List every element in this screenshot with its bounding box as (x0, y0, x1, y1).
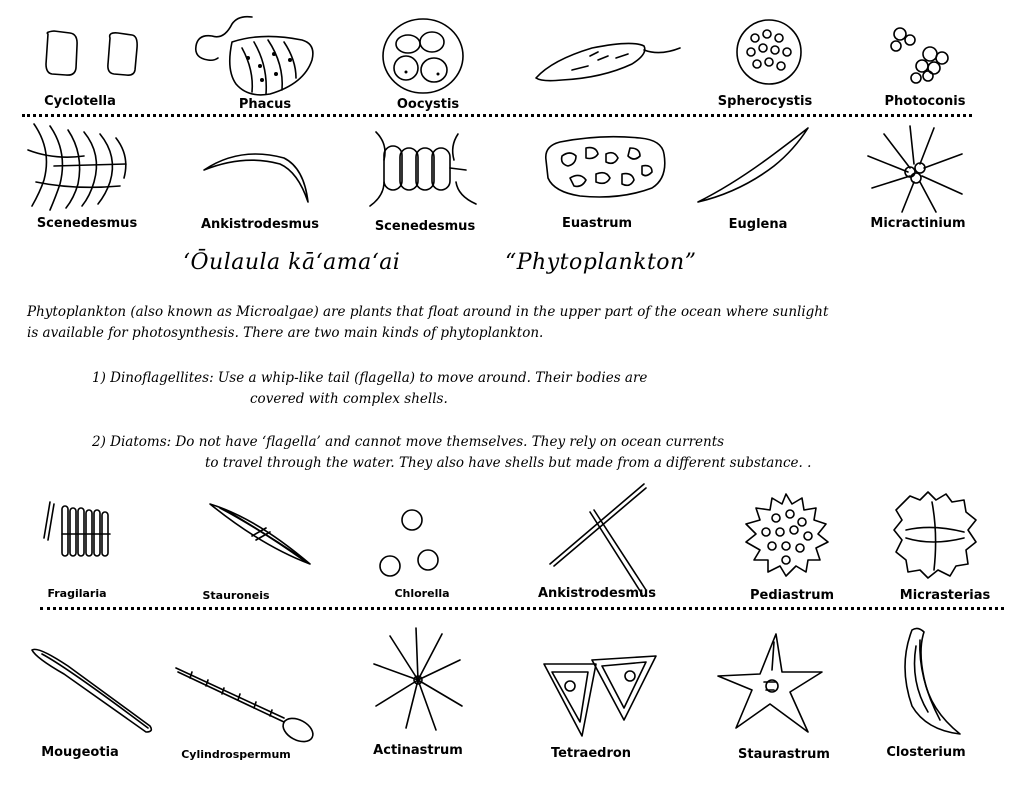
cyclotella-label: Cyclotella (44, 94, 116, 109)
photoconis-label: Photoconis (884, 94, 966, 109)
english-title: “Phytoplankton” (505, 250, 697, 275)
pediastrum-drawing (742, 492, 830, 578)
oocystis-label: Oocystis (396, 97, 460, 112)
fragilaria-label: Fragilaria (47, 587, 107, 600)
closterium-label: Closterium (886, 745, 966, 760)
diatoms-line-1: 2) Diatoms: Do not have ‘flagella’ and cannot move themselves. They rely on ocean currents (92, 434, 725, 450)
spherocystis-label: Spherocystis (717, 94, 813, 109)
staurastrum-label: Staurastrum (738, 747, 830, 762)
mougeotia-drawing (28, 644, 158, 736)
scenedesmus-colony-drawing (24, 120, 134, 212)
oocystis-drawing (378, 14, 468, 96)
ankistrodesmus-label-2: Ankistrodesmus (537, 586, 657, 601)
row1-divider (22, 114, 972, 117)
intro-line-1: Phytoplankton (also known as Microalgae) are plants that float around in the upper part of the ocean where sunlight (27, 304, 829, 320)
micrasterias-label: Micrasterias (899, 588, 991, 603)
micrasterias-drawing (892, 490, 978, 580)
euglena-drawing (694, 124, 812, 208)
dinoflagellites-line-1: 1) Dinoflagellites: Use a whip-like tail (flagella) to move around. Their bodies are (92, 370, 648, 386)
actinastrum-label: Actinastrum (373, 743, 463, 758)
chlorella-label: Chlorella (394, 587, 450, 600)
photoconis-drawing (886, 24, 958, 86)
chlorella-drawing (376, 504, 442, 580)
ankistrodesmus-label-1: Ankistrodesmus (200, 217, 320, 232)
tetraedron-label: Tetraedron (550, 746, 632, 761)
staurastrum-drawing (714, 632, 826, 736)
cylindrospermum-label: Cylindrospermum (181, 748, 291, 761)
micractinium-drawing (864, 124, 966, 214)
euastrum-drawing (540, 134, 670, 202)
dinoflagellites-line-2: covered with complex shells. (250, 391, 448, 407)
euglena-label: Euglena (728, 217, 788, 232)
hawaiian-title: ‘Ōulaula kā‘ama‘ai (183, 250, 401, 275)
row3-divider (40, 607, 1004, 610)
tetraedron-drawing (538, 652, 662, 742)
ankistrodesmus-crescent-drawing (200, 140, 315, 210)
spherocystis-drawing (733, 14, 805, 90)
fragilaria-drawing (40, 498, 120, 560)
euastrum-label: Euastrum (561, 216, 633, 231)
mougeotia-label: Mougeotia (41, 745, 119, 760)
actinastrum-drawing (370, 626, 466, 732)
stauroneis-drawing (206, 498, 314, 570)
phacus-label: Phacus (238, 97, 292, 112)
cyclotella-drawing (40, 28, 150, 88)
phacus-drawing (192, 14, 322, 102)
pediastrum-label: Pediastrum (749, 588, 835, 603)
ankistrodesmus-cross-drawing (546, 480, 650, 598)
scenedesmus-label-2: Scenedesmus (374, 219, 476, 234)
scenedesmus-chain-drawing (358, 126, 480, 210)
diatoms-line-2: to travel through the water. They also have shells but made from a different substance. . (205, 455, 812, 471)
flagellate-drawing (532, 40, 687, 85)
closterium-drawing (894, 626, 964, 738)
intro-line-2: is available for photosynthesis. There are two main kinds of phytoplankton. (27, 325, 544, 341)
cylindrospermum-drawing (172, 662, 317, 742)
micractinium-label: Micractinium (870, 216, 966, 231)
scenedesmus-label-1: Scenedesmus (36, 216, 138, 231)
stauroneis-label: Stauroneis (202, 589, 270, 602)
